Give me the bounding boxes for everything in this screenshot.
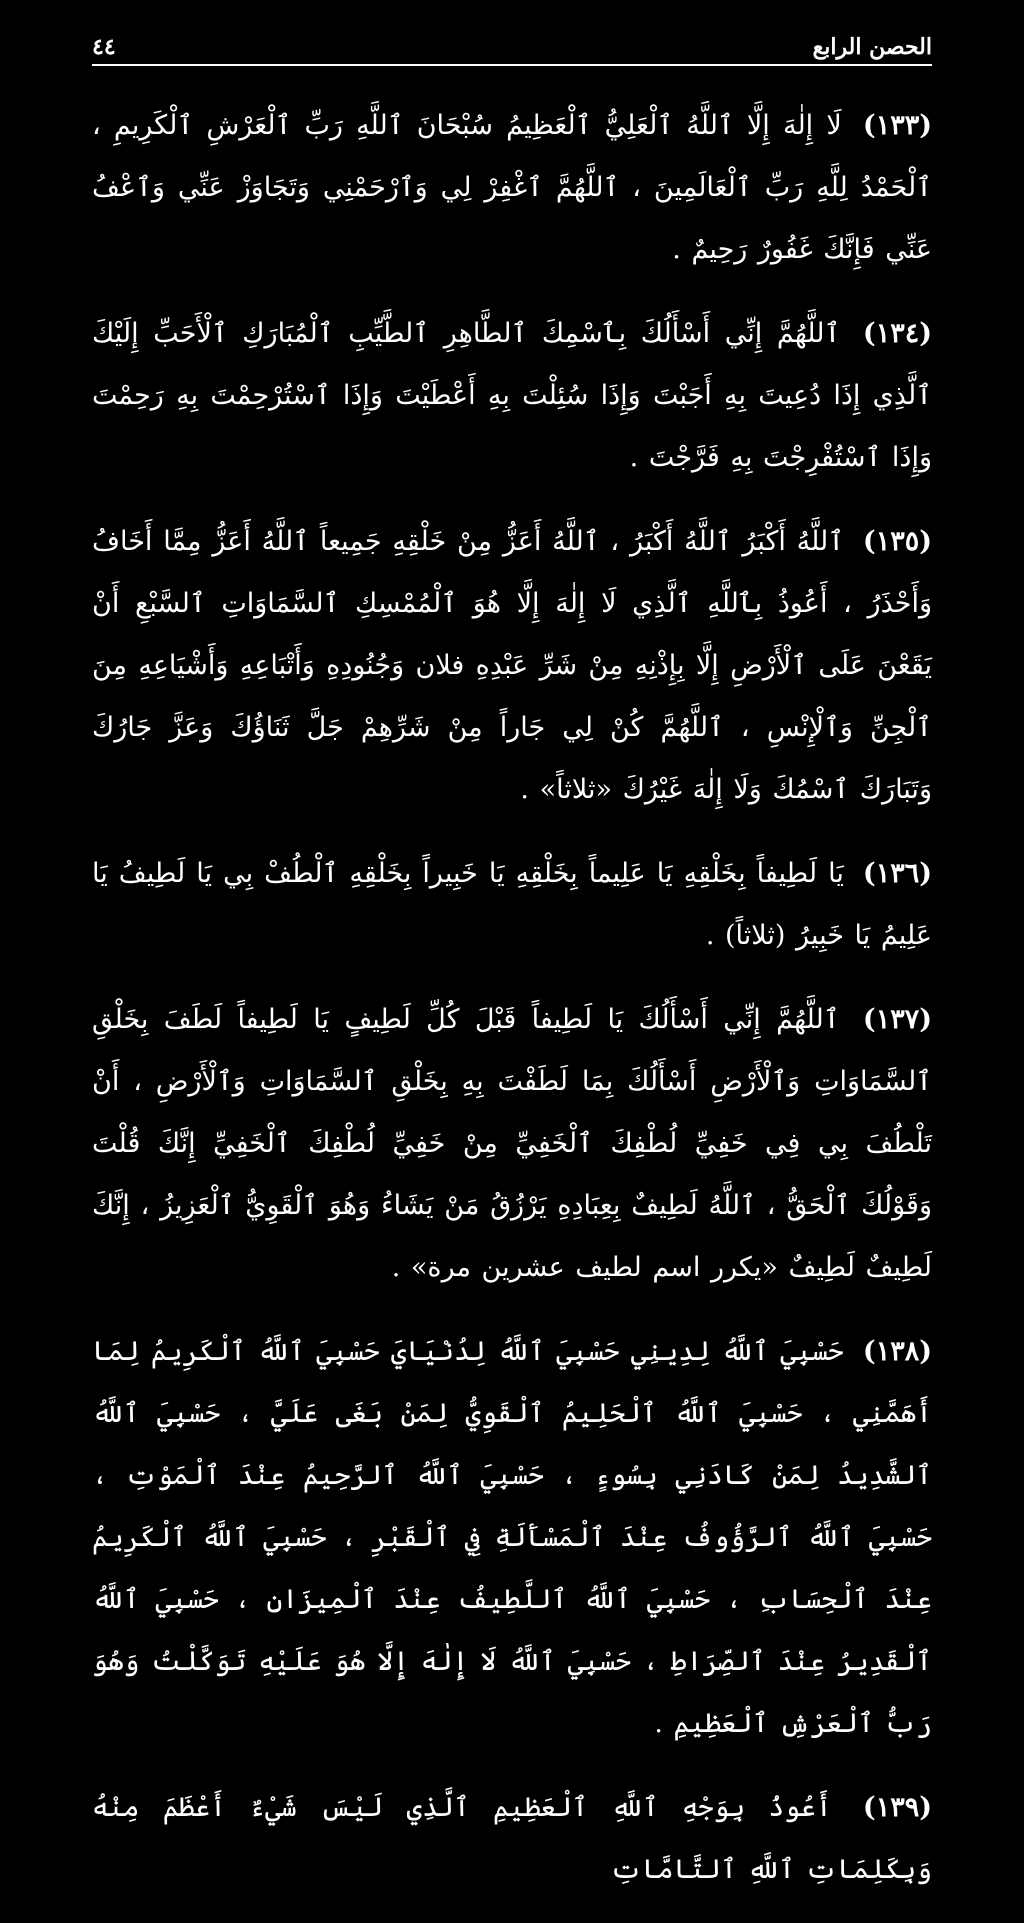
paragraph-134 bbox=[92, 303, 932, 489]
paragraph-number: (١٣٦) bbox=[862, 858, 932, 889]
paragraph-text: ٱللَّهُ أَكْبَرُ ٱللَّهُ أَكْبَرُ ، ٱللَّهُ أَعَزُّ مِنْ خَلْقِهِ جَمِيعاً ٱللَّهُ أَعَزُّ مِمَّا أَخَافُ وَأَحْذَرُ ، أَعُوذُ بِٱللَّهِ ٱلَّذِي لَا إِلٰهَ إِلَّا هُوَ ٱلْمُمْسِكِ ٱلسَّمَاوَاتِ ٱلسَّبْعِ أَنْ يَقَعْنَ عَلَى ٱلْأَرْضِ إِلَّا بِإِذْنِهِ مِنْ شَرِّ عَبْدِهِ فلان وَجُنُودِهِ وَأَتْبَاعِهِ وَأَشْيَاعِهِ مِنَ ٱلْجِنِّ وَٱلْإِنْسِ ، ٱللَّهُمَّ كُنْ لِي جَاراً مِنْ شَرِّهِمْ جَلَّ ثَنَاؤُكَ وَعَزَّ جَارُكَ وَتَبَارَكَ ٱسْمُكَ وَلَا إِلٰهَ غَيْرُكَ «ثلاثاً» . bbox=[92, 526, 932, 805]
paragraph-text: يَا لَطِيفاً بِخَلْقِهِ يَا عَلِيماً بِخَلْقِهِ يَا خَبِيراً بِخَلْقِهِ ٱلْطُفْ بِي يَا لَطِيفُ يَا عَلِيمُ يَا خَبِيرُ (ثلاثاً) . bbox=[92, 858, 932, 951]
paragraph-136 bbox=[92, 843, 932, 967]
paragraph-number: (١٣٤) bbox=[862, 318, 932, 349]
paragraph-138 bbox=[92, 1321, 932, 1755]
paragraph-text: ٱللَّهُمَّ إِنِّي أَسْأَلُكَ يَا لَطِيفاً قَبْلَ كُلِّ لَطِيفٍ يَا لَطِيفاً لَطَفَ بِخَلْقِ ٱلسَّمَاوَاتِ وَٱلْأَرْضِ أَسْأَلُكَ بِمَا لَطَفْتَ بِهِ بِخَلْقِ ٱلسَّمَاوَاتِ وَٱلْأَرْضِ ، أَنْ تَلْطُفَ بِي فِي خَفِيِّ لُطْفِكَ ٱلْخَفِيِّ مِنْ خَفِيِّ لُطْفِكَ ٱلْخَفِيِّ إِنَّكَ قُلْتَ وَقَوْلُكَ ٱلْحَقُّ ، ٱللَّهُ لَطِيفٌ بِعِبَادِهِ يَرْزُقُ مَنْ يَشَاءُ وَهُوَ ٱلْقَوِيُّ ٱلْعَزِيزُ ، إِنَّكَ لَطِيفٌ لَطِيفٌ «يكرر اسم لطيف عشرين مرة» . bbox=[92, 1004, 933, 1283]
paragraph-text: ٱللَّهُمَّ إِنِّي أَسْأَلُكَ بِٱسْمِكَ ٱلطَّاهِرِ ٱلطَّيِّبِ ٱلْمُبَارَكِ ٱلْأَحَبِّ إِلَيْكَ ٱلَّذِي إِذَا دُعِيتَ بِهِ أَجَبْتَ وَإِذَا سُئِلْتَ بِهِ أَعْطَيْتَ وَإِذَا ٱسْتُرْحِمْتَ بِهِ رَحِمْتَ وَإِذَا ٱسْتُفْرِجْتَ بِهِ فَرَّجْتَ . bbox=[92, 318, 932, 473]
page-number: ٤٤ bbox=[92, 34, 116, 60]
paragraph-number: (١٣٧) bbox=[862, 1004, 932, 1035]
paragraph-text: أَعُوذُ بِوَجْهِ ٱللَّهِ ٱلْعَظِيمِ ٱلَّذِي لَيْسَ شَيْءٌ أَعْظَمَ مِنْهُ وَبِكَلِمَاتِ ٱللَّهِ ٱلتَّامَّاتِ bbox=[92, 1792, 932, 1885]
paragraph-number: (١٣٥) bbox=[862, 526, 932, 557]
page-header bbox=[92, 20, 932, 66]
paragraph-text: لَا إِلٰهَ إِلَّا ٱللَّهُ ٱلْعَلِيُّ ٱلْعَظِيمُ سُبْحَانَ ٱللَّهِ رَبِّ ٱلْعَرْشِ ٱلْكَرِيمِ ، ٱلْحَمْدُ لِلَّهِ رَبِّ ٱلْعَالَمِينَ ، ٱللَّهُمَّ ٱغْفِرْ لِي وَٱرْحَمْنِي وَتَجَاوَزْ عَنِّي وَٱعْفُ عَنِّي فَإِنَّكَ غَفُورٌ رَحِيمٌ . bbox=[92, 110, 932, 265]
paragraph-135 bbox=[92, 511, 932, 821]
paragraph-133 bbox=[92, 95, 932, 281]
paragraph-text: حَسْبِيَ ٱللَّهُ لِدِينِي حَسْبِيَ ٱللَّهُ لِدُنْيَايَ حَسْبِيَ ٱللَّهُ ٱلْكَرِيمُ لِمَا أَهَمَّنِي ، حَسْبِيَ ٱللَّهُ ٱلْحَلِيمُ ٱلْقَوِيُّ لِمَنْ بَغَى عَلَيَّ ، حَسْبِيَ ٱللَّهُ ٱلشَّدِيدُ لِمَنْ كَادَنِي بِسُوءٍ ، حَسْبِيَ ٱللَّهُ ٱلرَّحِيمُ عِنْدَ ٱلْمَوْتِ ، حَسْبِيَ ٱللَّهُ ٱلرَّؤُوفُ عِنْدَ ٱلْمَسْأَلَةِ فِي ٱلْقَبْرِ ، حَسْبِيَ ٱللَّهُ ٱلْكَرِيمُ عِنْدَ ٱلْحِسَابِ ، حَسْبِيَ ٱللَّهُ ٱللَّطِيفُ عِنْدَ ٱلْمِيزَانِ ، حَسْبِيَ ٱللَّهُ ٱلْقَدِيرُ عِنْدَ ٱلصِّرَاطِ ، حَسْبِيَ ٱللَّهُ لَا إِلٰهَ إِلَّا هُوَ عَلَيْهِ تَوَكَّلْتُ وَهُوَ رَبُّ ٱلْعَرْشِ ٱلْعَظِيمِ . bbox=[92, 1336, 932, 1739]
page-body bbox=[92, 95, 932, 1923]
running-title: الحصن الرابع bbox=[812, 34, 932, 60]
paragraph-number: (١٣٨) bbox=[862, 1336, 932, 1367]
paragraph-139 bbox=[92, 1777, 932, 1901]
paragraph-137 bbox=[92, 989, 932, 1299]
paragraph-number: (١٣٩) bbox=[862, 1792, 932, 1823]
paragraph-number: (١٣٣) bbox=[862, 110, 932, 141]
